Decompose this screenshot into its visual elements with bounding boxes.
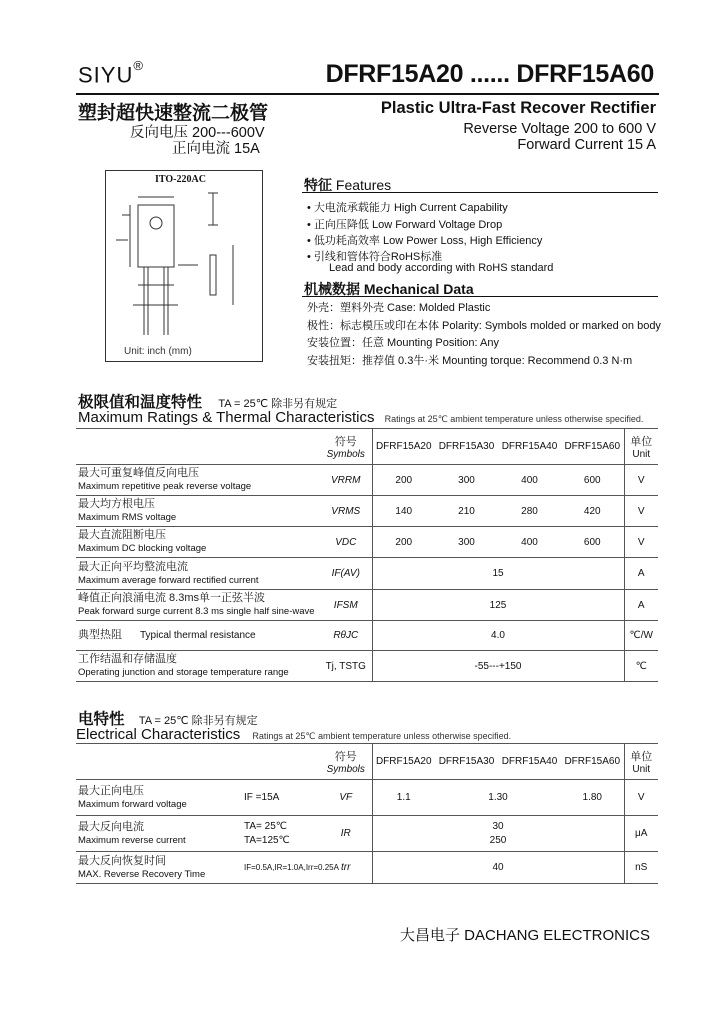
table-row: 最大可重复峰值反向电压 Maximum repetitive peak reverse voltage VRRM 200 300 400 600 V — [76, 465, 658, 496]
features-rule — [302, 192, 658, 193]
feature-item: • 正向压降低 Low Forward Voltage Drop — [307, 219, 503, 231]
cn-title: 塑封超快速整流二极管 — [78, 103, 269, 124]
feature-item: • 大电流承载能力 High Current Capability — [307, 202, 508, 214]
max-ratings-en-text: Maximum Ratings & Thermal Characteristics — [78, 409, 375, 426]
part-header: DFRF15A20 — [372, 744, 435, 780]
max-ratings-table — [76, 428, 658, 682]
feature-item: Lead and body according with RoHS standard — [329, 262, 554, 274]
max-ratings-cn-cond: TA = 25℃ 除非另有规定 — [218, 398, 338, 410]
feature-text: 大电流承载能力 High Current Capability — [313, 202, 508, 214]
table-row: 最大反向恢复时间 MAX. Reverse Recovery Time IF=0.5A,IR=1.0A,Irr=0.25A trr 40 nS — [76, 852, 658, 884]
part-header: DFRF15A40 — [498, 744, 561, 780]
table-header-row — [76, 744, 658, 780]
part-range-title: DFRF15A20 ...... DFRF15A60 — [325, 60, 654, 88]
part-header: DFRF15A30 — [435, 429, 498, 465]
part-header: DFRF15A60 — [561, 744, 624, 780]
features-title-cn: 特征 — [304, 177, 332, 193]
mechanical-item: 安装扭矩：推荐值 0.3牛·米 Mounting torque: Recommend 0.3 N·m — [307, 355, 633, 367]
table-row: 峰值正向浪涌电流 8.3ms单一正弦半波 Peak forward surge current 8.3 ms single half sine-wave IFSM 125 A — [76, 590, 658, 621]
table-row: 工作结温和存储温度 Operating junction and storage temperature range Tj, TSTG -55---+150 ℃ — [76, 651, 658, 682]
registered-mark: ® — [133, 58, 144, 73]
table-row: 最大正向平均整流电流 Maximum average forward rectified current IF(AV) 15 A — [76, 558, 658, 590]
brand-name: SIYU — [78, 62, 134, 88]
part-header: DFRF15A40 — [498, 429, 561, 465]
electrical-en-text: Electrical Characteristics — [76, 726, 241, 743]
table-row: 最大正向电压 Maximum forward voltage IF =15A VF 1.1 1.30 1.80 V — [76, 780, 658, 816]
max-ratings-cn-text: 极限值和温度特性 — [78, 394, 203, 411]
electrical-cn-text: 电特性 — [78, 711, 125, 728]
table-row: 最大直流阻断电压 Maximum DC blocking voltage VDC 200 300 400 600 V — [76, 527, 658, 558]
electrical-cn-cond: TA = 25℃ 除非另有规定 — [138, 715, 258, 727]
electrical-note: Ratings at 25℃ ambient temperature unless otherwise specified. — [252, 731, 512, 741]
table-row: 典型热阻 Typical thermal resistance RθJC 4.0 ℃/W — [76, 621, 658, 651]
header-rule — [76, 93, 659, 95]
package-unit-note: Unit: inch (mm) — [124, 346, 192, 357]
feature-text: 低功耗高效率 Low Power Loss, High Efficiency — [313, 235, 543, 247]
en-current: Forward Current 15 A — [517, 137, 656, 153]
feature-text: 正向压降低 Low Forward Voltage Drop — [313, 219, 503, 231]
package-outline-icon — [108, 185, 258, 347]
part-header: DFRF15A60 — [561, 429, 624, 465]
max-ratings-title-en — [78, 409, 643, 426]
max-ratings-note: Ratings at 25℃ ambient temperature unless otherwise specified. — [384, 414, 644, 424]
en-voltage: Reverse Voltage 200 to 600 V — [463, 121, 656, 137]
table-row: 最大反向电流 Maximum reverse current TA= 25℃ TA=125℃ IR 30 250 μA — [76, 816, 658, 852]
feature-text: 引线和管体符合RoHS标准 — [313, 251, 443, 263]
electrical-title-en — [76, 726, 511, 743]
package-label: ITO-220AC — [155, 174, 206, 185]
mechanical-rule — [302, 296, 658, 297]
unit-header: 单位 Unit — [624, 744, 658, 780]
part-header: DFRF15A30 — [435, 744, 498, 780]
symbols-header: 符号 Symbols — [320, 429, 372, 465]
mechanical-title-en: Mechanical Data — [363, 281, 474, 297]
en-title: Plastic Ultra-Fast Recover Rectifier — [380, 99, 656, 117]
cn-voltage: 反向电压 200---600V — [130, 125, 265, 141]
unit-header: 单位 Unit — [624, 429, 658, 465]
mechanical-title-cn: 机械数据 — [304, 281, 360, 297]
part-header: DFRF15A20 — [372, 429, 435, 465]
mechanical-item: 外壳：塑料外壳 Case: Molded Plastic — [307, 302, 491, 314]
mechanical-item: 安装位置：任意 Mounting Position: Any — [307, 337, 499, 349]
electrical-table — [76, 743, 658, 884]
footer-company: 大昌电子 DACHANG ELECTRONICS — [399, 927, 650, 944]
brand-logo — [78, 58, 144, 88]
cn-current: 正向电流 15A — [172, 141, 260, 157]
symbols-header: 符号 Symbols — [320, 744, 372, 780]
mechanical-item: 极性：标志模压或印在本体 Polarity: Symbols molded or marked on body — [307, 320, 661, 332]
table-row: 最大均方根电压 Maximum RMS voltage VRMS 140 210 280 420 V — [76, 496, 658, 527]
features-title-en: Features — [335, 177, 392, 193]
feature-item: • 引线和管体符合RoHS标准 — [307, 251, 443, 263]
feature-item: • 低功耗高效率 Low Power Loss, High Efficiency — [307, 235, 543, 247]
table-header-row — [76, 429, 658, 465]
